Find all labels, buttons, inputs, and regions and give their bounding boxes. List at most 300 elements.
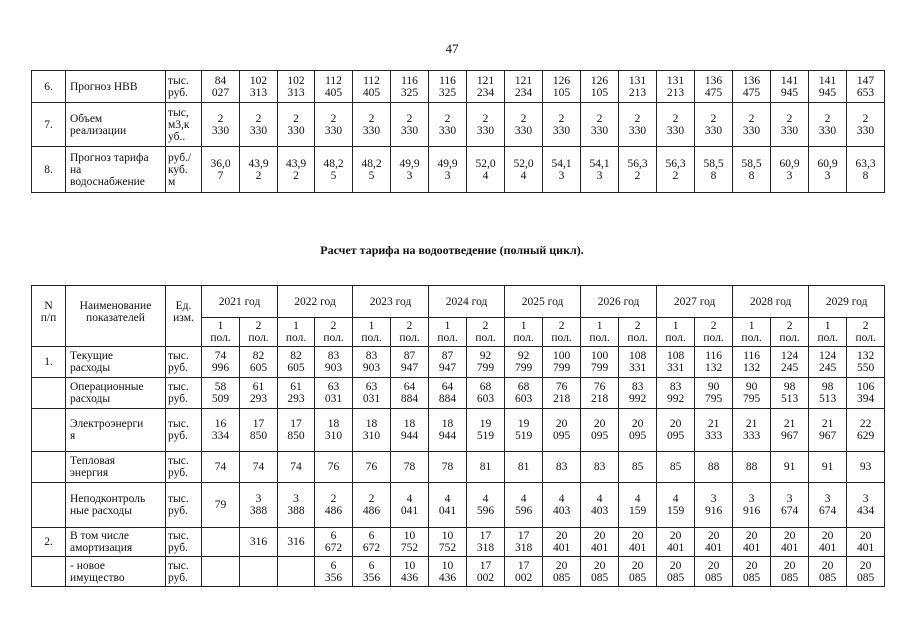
unit-cell	[166, 347, 202, 378]
half-year-header	[733, 318, 771, 347]
value-cell	[581, 483, 619, 528]
value-cell-line: 4	[520, 169, 527, 182]
value-cell-line: 945	[818, 86, 837, 99]
value-cell-line: 401	[819, 542, 837, 554]
value-cell-line: 519	[514, 430, 533, 442]
value-cell	[695, 452, 733, 483]
value-cell	[240, 71, 278, 103]
value-cell-line: 4	[406, 493, 413, 505]
value-cell	[809, 452, 847, 483]
value-cell-line: 21	[745, 418, 758, 430]
value-cell-line: 21	[707, 418, 720, 430]
value-cell-line: 61	[290, 381, 302, 393]
value-cell-line: 76	[365, 461, 378, 473]
value-cell-line: 20	[707, 559, 720, 572]
value-cell-line: 356	[362, 571, 381, 584]
year-header: 2029 год	[809, 286, 885, 318]
value-cell	[467, 409, 505, 452]
value-cell	[315, 71, 353, 103]
table-row	[32, 71, 885, 103]
indicator-name	[66, 452, 166, 483]
value-cell	[847, 71, 885, 103]
value-cell-line: 4	[634, 493, 641, 505]
unit-cell	[166, 528, 202, 557]
value-cell	[695, 483, 733, 528]
value-cell-line: 2	[710, 112, 717, 125]
year-header: 2024 год	[429, 286, 505, 318]
half-year-header-line: пол.	[703, 332, 724, 344]
value-cell-line: 330	[818, 124, 837, 137]
value-cell-line: 316	[287, 536, 305, 548]
unit-cell	[166, 483, 202, 528]
value-cell	[581, 528, 619, 557]
unit-cell-line: руб.	[168, 430, 188, 442]
row-number-header-line: N	[44, 300, 53, 312]
value-cell-line: 85	[669, 461, 682, 473]
value-cell-line: 509	[211, 393, 230, 405]
value-cell-line: 83	[555, 461, 568, 473]
value-cell	[315, 347, 353, 378]
unit-cell-line: руб.	[168, 362, 188, 374]
value-cell-line: 112	[363, 74, 380, 87]
value-cell	[581, 103, 619, 147]
value-cell-line: 126	[552, 74, 571, 87]
half-year-header-line: 2	[786, 320, 793, 332]
value-cell-line: 2	[330, 112, 337, 125]
value-cell-line: 245	[780, 362, 799, 374]
indicator-name-line: энергия	[70, 467, 109, 479]
value-cell	[505, 528, 543, 557]
unit-cell	[166, 557, 202, 587]
value-cell-line: 3	[558, 169, 565, 182]
unit-header-line: Ед.	[175, 300, 192, 312]
value-cell-line: 356	[324, 571, 343, 584]
value-cell	[847, 378, 885, 409]
value-cell	[695, 71, 733, 103]
value-cell-line: 49,9	[399, 157, 420, 170]
value-cell-line: 795	[742, 393, 761, 405]
unit-cell-line: тыс.	[168, 381, 189, 393]
unit-cell-line: м3,к	[168, 118, 190, 131]
half-year-header-line: 2	[634, 320, 641, 332]
indicator-name-line: водоснабжение	[70, 175, 145, 188]
value-cell-line: 3	[786, 493, 793, 505]
half-year-header-line: пол.	[855, 332, 876, 344]
value-cell-line: 20	[669, 530, 682, 542]
indicator-name-line: В том числе	[70, 530, 129, 542]
value-cell-line: 2	[482, 112, 489, 125]
value-cell	[278, 147, 315, 193]
half-year-header	[619, 318, 657, 347]
table-row	[32, 147, 885, 193]
value-cell-line: 83	[365, 350, 378, 362]
value-cell-line: 4	[482, 493, 489, 505]
value-cell	[202, 452, 240, 483]
value-cell	[543, 347, 581, 378]
value-cell-line: 61	[252, 381, 265, 393]
value-cell	[733, 71, 771, 103]
half-year-header	[581, 318, 619, 347]
value-cell-line: 2	[596, 112, 603, 125]
value-cell	[391, 347, 429, 378]
value-cell-line: 401	[704, 542, 723, 554]
value-cell	[619, 147, 657, 193]
value-cell	[657, 347, 695, 378]
value-cell-line: 085	[780, 571, 799, 584]
value-cell	[657, 103, 695, 147]
value-cell	[391, 528, 429, 557]
value-cell	[429, 528, 467, 557]
row-number: 1.	[32, 347, 66, 378]
row-number: 2.	[32, 528, 66, 557]
value-cell-line: 6	[330, 559, 337, 572]
value-cell	[429, 452, 467, 483]
value-cell	[505, 103, 543, 147]
value-cell-line: 401	[590, 542, 609, 554]
unit-cell-line: руб.	[168, 467, 188, 479]
value-cell-line: 58,5	[703, 157, 724, 170]
name-header-line: Наименование	[79, 300, 152, 312]
value-cell-line: 64	[403, 381, 416, 393]
value-cell	[809, 147, 847, 193]
value-cell-line: 850	[249, 430, 268, 442]
value-cell-line: 4	[444, 493, 451, 505]
unit-cell	[166, 103, 202, 147]
value-cell-line: 10	[441, 530, 454, 542]
value-cell-line: 401	[552, 542, 571, 554]
value-cell	[695, 103, 733, 147]
value-cell-line: 031	[362, 393, 381, 405]
value-cell	[771, 103, 809, 147]
value-cell-line: 56,3	[627, 157, 648, 170]
value-cell	[429, 147, 467, 193]
value-cell-line: 330	[856, 124, 875, 137]
value-cell-line: 330	[666, 124, 685, 137]
value-cell	[315, 557, 353, 587]
value-cell-line: 124	[819, 350, 837, 362]
value-cell-line: 90	[707, 381, 720, 393]
value-cell	[543, 483, 581, 528]
value-cell-line: 87	[441, 350, 454, 362]
value-cell-line: 84	[214, 74, 227, 87]
value-cell	[202, 528, 240, 557]
value-cell	[695, 147, 733, 193]
value-cell-line: 795	[704, 393, 723, 405]
indicator-name-line: я	[70, 430, 76, 442]
half-year-header-line: пол.	[248, 332, 269, 344]
value-cell-line: 20	[745, 559, 758, 572]
half-year-header-line: 2	[255, 320, 262, 332]
value-cell-line: 105	[590, 86, 609, 99]
value-cell-line: 330	[362, 124, 381, 137]
indicator-name-line: Тепловая	[70, 455, 116, 467]
value-cell	[543, 71, 581, 103]
value-cell-line: 3	[444, 169, 451, 182]
value-cell-line: 91	[783, 461, 796, 473]
value-cell-line: 5	[368, 169, 375, 182]
indicator-name	[66, 71, 166, 103]
half-year-header	[505, 318, 543, 347]
half-year-header-line: пол.	[665, 332, 686, 344]
value-cell-line: 330	[476, 124, 495, 137]
value-cell-line: 20	[631, 559, 644, 572]
value-cell-line: 401	[780, 542, 799, 554]
indicator-name-line: расходы	[70, 362, 111, 374]
value-cell-line: 18	[403, 418, 416, 430]
value-cell	[202, 483, 240, 528]
value-cell-line: 331	[666, 362, 685, 374]
value-cell	[353, 528, 391, 557]
value-cell	[202, 557, 240, 587]
value-cell-line: 213	[666, 86, 685, 99]
value-cell	[657, 452, 695, 483]
indicator-name-line: - новое	[70, 559, 105, 572]
value-cell-line: 20	[821, 530, 834, 542]
value-cell-line: 213	[628, 86, 647, 99]
value-cell-line: 20	[821, 559, 834, 572]
value-cell	[315, 147, 353, 193]
value-cell	[240, 409, 278, 452]
value-cell	[543, 557, 581, 587]
value-cell-line: 105	[552, 86, 571, 99]
value-cell-line: 218	[552, 393, 571, 405]
value-cell-line: 68	[517, 381, 530, 393]
value-cell	[315, 528, 353, 557]
value-cell-line: 58,5	[741, 157, 762, 170]
value-cell	[429, 347, 467, 378]
value-cell	[657, 409, 695, 452]
unit-cell-line: руб.	[168, 86, 188, 99]
value-cell-line: 310	[362, 430, 381, 442]
half-year-header	[657, 318, 695, 347]
value-cell-line: 43,9	[248, 157, 269, 170]
indicator-name-line: амортизация	[70, 542, 133, 554]
value-cell	[429, 103, 467, 147]
table-row	[32, 103, 885, 147]
value-cell	[467, 528, 505, 557]
row-number	[32, 483, 66, 528]
value-cell-line: 330	[780, 124, 799, 137]
value-cell-line: 653	[856, 86, 875, 99]
value-cell-line: 334	[211, 430, 230, 442]
table-caption: Расчет тарифа на водоотведение (полный цикл).	[320, 243, 584, 257]
value-cell-line: 43,9	[285, 157, 307, 170]
value-cell	[695, 378, 733, 409]
unit-cell-line: руб.	[168, 542, 188, 554]
value-cell	[809, 557, 847, 587]
value-cell-line: 403	[552, 505, 571, 517]
value-cell-line: 20	[783, 559, 796, 572]
half-year-header-line: пол.	[361, 332, 382, 344]
half-year-header	[695, 318, 733, 347]
value-cell-line: 3	[824, 493, 831, 505]
half-year-header-line: 1	[368, 320, 375, 332]
value-cell	[695, 347, 733, 378]
value-cell-line: 318	[514, 542, 533, 554]
value-cell-line: 20	[669, 559, 682, 572]
value-cell-line: 2	[330, 493, 337, 505]
value-cell	[240, 347, 278, 378]
value-cell	[581, 409, 619, 452]
value-cell	[733, 452, 771, 483]
half-year-header-line: 2	[330, 320, 337, 332]
value-cell	[543, 103, 581, 147]
value-cell-line: 330	[742, 124, 761, 137]
value-cell	[467, 483, 505, 528]
value-cell-line: 903	[324, 362, 343, 374]
year-header: 2022 год	[278, 286, 353, 318]
value-cell	[733, 557, 771, 587]
value-cell-line: 100	[552, 350, 571, 362]
value-cell-line: 967	[780, 430, 799, 442]
value-cell	[202, 409, 240, 452]
water-supply-table	[31, 70, 885, 193]
value-cell-line: 330	[552, 124, 571, 137]
value-cell-line: 85	[631, 461, 644, 473]
value-cell-line: 159	[628, 505, 647, 517]
half-year-header-line: 1	[444, 320, 451, 332]
half-year-header	[240, 318, 278, 347]
value-cell-line: 674	[780, 505, 799, 517]
value-cell-line: 52,0	[513, 157, 534, 170]
value-cell-line: 330	[287, 124, 305, 137]
value-cell-line: 159	[666, 505, 685, 517]
value-cell-line: 405	[362, 86, 381, 99]
value-cell	[543, 528, 581, 557]
value-cell-line: 629	[857, 430, 875, 442]
value-cell	[847, 347, 885, 378]
value-cell-line: 131	[628, 74, 647, 87]
value-cell-line: 085	[819, 571, 837, 584]
value-cell	[391, 557, 429, 587]
value-cell-line: 52,0	[475, 157, 496, 170]
value-cell-line: 2	[520, 112, 527, 125]
value-cell-line: 3	[748, 493, 755, 505]
value-cell-line: 3	[710, 493, 717, 505]
value-cell-line: 3	[786, 169, 793, 182]
unit-cell	[166, 409, 202, 452]
value-cell	[391, 71, 429, 103]
indicator-name	[66, 103, 166, 147]
value-cell	[809, 409, 847, 452]
value-cell	[847, 483, 885, 528]
unit-cell-line: тыс.	[168, 530, 189, 542]
half-year-header-line: пол.	[285, 332, 307, 344]
value-cell	[240, 103, 278, 147]
value-cell-line: 100	[590, 350, 609, 362]
value-cell-line: 60,9	[779, 157, 800, 170]
value-cell-line: 436	[400, 571, 419, 584]
value-cell-line: 944	[400, 430, 419, 442]
unit-cell	[166, 71, 202, 103]
row-number-header	[32, 286, 66, 347]
value-cell	[809, 103, 847, 147]
unit-cell-line: тыс.	[168, 418, 189, 430]
value-cell	[315, 452, 353, 483]
value-cell-line: 475	[742, 86, 761, 99]
value-cell-line: 124	[780, 350, 799, 362]
indicator-name-line: Электроэнерги	[70, 418, 144, 430]
value-cell-line: 74	[214, 461, 227, 473]
value-cell-line: 19	[479, 418, 492, 430]
value-cell-line: 403	[590, 505, 609, 517]
value-cell-line: 245	[819, 362, 837, 374]
value-cell-line: 108	[628, 350, 647, 362]
table-row	[32, 409, 885, 452]
value-cell-line: 74	[290, 461, 302, 473]
indicator-name-line: Прогноз НВВ	[70, 80, 138, 93]
indicator-name	[66, 409, 166, 452]
value-cell	[619, 347, 657, 378]
value-cell-line: 88	[707, 461, 720, 473]
value-cell-line: 4	[672, 493, 679, 505]
value-cell-line: 83	[327, 350, 340, 362]
half-year-header-line: 2	[710, 320, 717, 332]
value-cell-line: 6	[330, 530, 337, 542]
value-cell-line: 90	[745, 381, 758, 393]
value-cell-line: 2	[217, 112, 224, 125]
value-cell-line: 68	[479, 381, 492, 393]
value-cell	[353, 409, 391, 452]
value-cell	[809, 528, 847, 557]
value-cell-line: 4	[482, 169, 489, 182]
indicator-name	[66, 528, 166, 557]
value-cell-line: 027	[211, 86, 230, 99]
value-cell-line: 87	[403, 350, 416, 362]
half-year-header-line: пол.	[437, 332, 458, 344]
value-cell-line: 605	[249, 362, 268, 374]
half-year-header-line: пол.	[817, 332, 838, 344]
indicator-name-line: Объем	[70, 112, 103, 125]
value-cell-line: 799	[514, 362, 533, 374]
row-number	[32, 409, 66, 452]
unit-cell-line: куб.	[168, 163, 188, 176]
value-cell-line: 20	[593, 559, 606, 572]
half-year-header-line: 1	[824, 320, 831, 332]
row-number: 6.	[32, 71, 66, 103]
year-header: 2021 год	[202, 286, 278, 318]
value-cell	[391, 483, 429, 528]
value-cell-line: 136	[704, 74, 723, 87]
value-cell	[202, 347, 240, 378]
unit-cell-line: тыс.	[168, 493, 189, 505]
value-cell	[202, 103, 240, 147]
value-cell-line: 2	[672, 112, 679, 125]
unit-cell-line: руб.	[168, 393, 188, 405]
half-year-header-line: 2	[558, 320, 565, 332]
value-cell-line: 388	[249, 505, 268, 517]
half-year-header-line: 1	[520, 320, 527, 332]
value-cell-line: 2	[368, 112, 375, 125]
value-cell-line: 486	[324, 505, 343, 517]
header-row	[32, 286, 885, 318]
indicator-name-line: реализации	[70, 124, 127, 137]
value-cell-line: 7	[217, 169, 224, 182]
value-cell	[847, 103, 885, 147]
value-cell-line: 330	[400, 124, 419, 137]
value-cell-line: 141	[818, 74, 837, 87]
half-year-header-line: пол.	[399, 332, 420, 344]
value-cell-line: 945	[780, 86, 799, 99]
value-cell-line: 64	[441, 381, 454, 393]
value-cell	[733, 378, 771, 409]
value-cell-line: 98	[783, 381, 796, 393]
value-cell	[581, 147, 619, 193]
value-cell-line: 085	[666, 571, 685, 584]
value-cell	[467, 71, 505, 103]
page-number: 47	[445, 41, 459, 56]
value-cell	[695, 557, 733, 587]
